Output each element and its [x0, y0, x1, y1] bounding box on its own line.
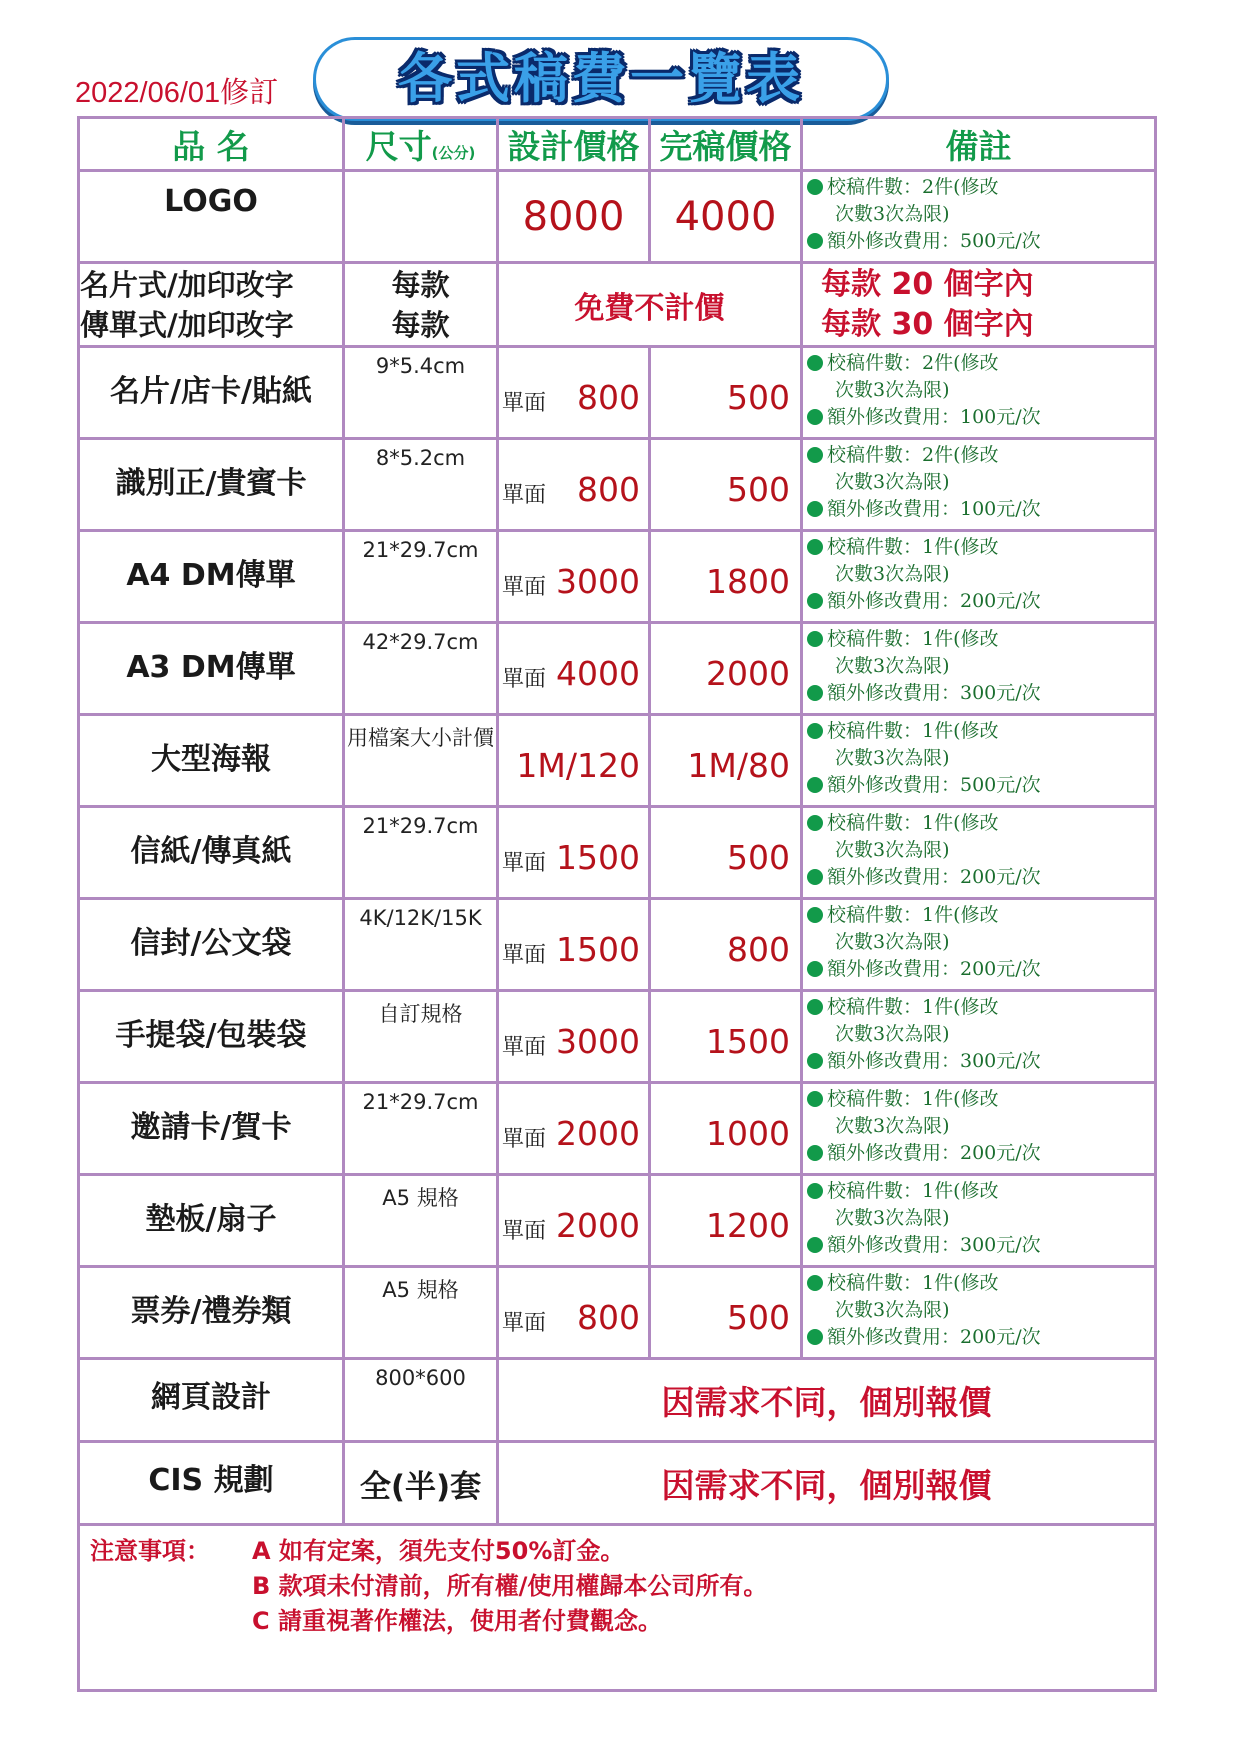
design-price-cell	[498, 623, 650, 715]
design-price: 800	[577, 378, 640, 417]
bullet-icon	[807, 961, 823, 977]
bullet-icon	[807, 447, 823, 463]
table-row	[79, 1267, 1156, 1359]
page-title: 各式稿費一覽表	[398, 47, 804, 110]
item-size	[344, 171, 498, 263]
side-label: 單面	[502, 575, 547, 600]
design-price: 8000	[498, 171, 650, 263]
table-row	[79, 1175, 1156, 1267]
item-note: 校稿件數：1件(修改 次數3次為限) 額外修改費用：300元/次	[802, 623, 1156, 715]
item-name: 邀請卡/賀卡	[79, 1083, 344, 1175]
item-name: 大型海報	[79, 715, 344, 807]
item-name: A3 DM傳單	[79, 623, 344, 715]
bullet-icon	[807, 999, 823, 1015]
header-final-price: 完稿價格	[650, 118, 802, 171]
notes-section	[79, 1525, 1156, 1691]
table-row	[79, 715, 1156, 807]
final-price: 4000	[650, 171, 802, 263]
item-size: 21*29.7cm	[344, 531, 498, 623]
bullet-icon	[807, 869, 823, 885]
item-name: LOGO	[79, 171, 344, 263]
item-size: 9*5.4cm	[344, 347, 498, 439]
item-note: 每款 20 個字內 每款 30 個字內	[802, 263, 1156, 347]
item-name: 墊板/扇子	[79, 1175, 344, 1267]
design-price: 4000	[556, 654, 640, 693]
bullet-icon	[807, 1237, 823, 1253]
quote-label: 因需求不同，個別報價	[498, 1442, 1156, 1525]
design-price-cell	[498, 347, 650, 439]
table-row	[79, 807, 1156, 899]
table-row	[79, 623, 1156, 715]
final-price: 500	[650, 807, 802, 899]
bullet-icon	[807, 1329, 823, 1345]
side-label: 單面	[502, 1311, 547, 1336]
free-label: 免費不計價	[498, 263, 802, 347]
bullet-icon	[807, 179, 823, 195]
bullet-icon	[807, 593, 823, 609]
item-size: 全(半)套	[344, 1442, 498, 1525]
table-row	[79, 347, 1156, 439]
design-price-cell	[498, 1267, 650, 1359]
side-label: 單面	[502, 851, 547, 876]
side-label: 單面	[502, 943, 547, 968]
design-price-cell	[498, 531, 650, 623]
table-row	[79, 1442, 1156, 1525]
note-a: A 如有定案，須先支付50%訂金。	[252, 1537, 625, 1565]
table-row	[79, 1359, 1156, 1442]
design-price: 800	[577, 1298, 640, 1337]
bullet-icon	[807, 631, 823, 647]
design-price: 3000	[556, 562, 640, 601]
revision-date: 2022/06/01修訂	[75, 77, 279, 109]
item-note: 校稿件數：1件(修改 次數3次為限) 額外修改費用：500元/次	[802, 715, 1156, 807]
item-name: 手提袋/包裝袋	[79, 991, 344, 1083]
note-c: C 請重視著作權法，使用者付費觀念。	[252, 1607, 662, 1635]
header-note: 備註	[802, 118, 1156, 171]
item-note: 校稿件數：2件(修改 次數3次為限) 額外修改費用：100元/次	[802, 439, 1156, 531]
bullet-icon	[807, 355, 823, 371]
final-price: 500	[650, 1267, 802, 1359]
item-size: 4K/12K/15K	[344, 899, 498, 991]
bullet-icon	[807, 907, 823, 923]
table-row	[79, 1083, 1156, 1175]
bullet-icon	[807, 815, 823, 831]
item-note: 校稿件數：1件(修改 次數3次為限) 額外修改費用：300元/次	[802, 991, 1156, 1083]
item-name: CIS 規劃	[79, 1442, 344, 1525]
bullet-icon	[807, 1183, 823, 1199]
design-price: 800	[577, 470, 640, 509]
item-name: A4 DM傳單	[79, 531, 344, 623]
notes-row	[79, 1525, 1156, 1691]
final-price: 1000	[650, 1083, 802, 1175]
design-price: 1M/120	[516, 746, 640, 785]
header-design-price: 設計價格	[498, 118, 650, 171]
item-name: 名片式/加印改字 傳單式/加印改字	[79, 263, 344, 347]
final-price: 800	[650, 899, 802, 991]
design-price-cell	[498, 715, 650, 807]
final-price: 500	[650, 439, 802, 531]
item-size: A5 規格	[344, 1175, 498, 1267]
bullet-icon	[807, 1091, 823, 1107]
title-banner	[316, 40, 886, 118]
side-label: 單面	[502, 483, 547, 508]
design-price-cell	[498, 1175, 650, 1267]
final-price: 1M/80	[650, 715, 802, 807]
design-price: 2000	[556, 1206, 640, 1245]
design-price: 3000	[556, 1022, 640, 1061]
item-size: 21*29.7cm	[344, 807, 498, 899]
notes-label: 注意事項：	[90, 1537, 210, 1565]
bullet-icon	[807, 1275, 823, 1291]
bullet-icon	[807, 723, 823, 739]
design-price: 1500	[556, 930, 640, 969]
final-price: 1500	[650, 991, 802, 1083]
design-price-cell	[498, 899, 650, 991]
item-note: 校稿件數：2件(修改 次數3次為限) 額外修改費用：500元/次	[802, 171, 1156, 263]
item-name: 網頁設計	[79, 1359, 344, 1442]
item-name: 票券/禮券類	[79, 1267, 344, 1359]
item-size: 自訂規格	[344, 991, 498, 1083]
item-note: 校稿件數：1件(修改 次數3次為限) 額外修改費用：200元/次	[802, 807, 1156, 899]
design-price: 2000	[556, 1114, 640, 1153]
item-size: 42*29.7cm	[344, 623, 498, 715]
table-row	[79, 439, 1156, 531]
item-note: 校稿件數：1件(修改 次數3次為限) 額外修改費用：200元/次	[802, 1083, 1156, 1175]
bullet-icon	[807, 1145, 823, 1161]
bullet-icon	[807, 501, 823, 517]
side-label: 單面	[502, 1035, 547, 1060]
bullet-icon	[807, 539, 823, 555]
design-price-cell	[498, 807, 650, 899]
final-price: 1800	[650, 531, 802, 623]
design-price: 1500	[556, 838, 640, 877]
header-name: 品 名	[79, 118, 344, 171]
item-note: 校稿件數：1件(修改 次數3次為限) 額外修改費用：200元/次	[802, 899, 1156, 991]
final-price: 500	[650, 347, 802, 439]
quote-label: 因需求不同，個別報價	[498, 1359, 1156, 1442]
bullet-icon	[807, 1053, 823, 1069]
side-label: 單面	[502, 1127, 547, 1152]
side-label: 單面	[502, 391, 547, 416]
item-note: 校稿件數：1件(修改 次數3次為限) 額外修改費用：200元/次	[802, 531, 1156, 623]
final-price: 2000	[650, 623, 802, 715]
item-name: 名片/店卡/貼紙	[79, 347, 344, 439]
item-name: 信封/公文袋	[79, 899, 344, 991]
side-label: 單面	[502, 667, 547, 692]
design-price-cell	[498, 439, 650, 531]
item-note: 校稿件數：1件(修改 次數3次為限) 額外修改費用：300元/次	[802, 1175, 1156, 1267]
table-row	[79, 899, 1156, 991]
final-price: 1200	[650, 1175, 802, 1267]
table-row	[79, 531, 1156, 623]
item-size: 21*29.7cm	[344, 1083, 498, 1175]
design-price-cell	[498, 991, 650, 1083]
bullet-icon	[807, 777, 823, 793]
item-size: 800*600	[344, 1359, 498, 1442]
bullet-icon	[807, 233, 823, 249]
bullet-icon	[807, 685, 823, 701]
item-note: 校稿件數：2件(修改 次數3次為限) 額外修改費用：100元/次	[802, 347, 1156, 439]
item-size: 用檔案大小計價	[344, 715, 498, 807]
design-price-cell	[498, 1083, 650, 1175]
table-row	[79, 263, 1156, 347]
item-size: 每款 每款	[344, 263, 498, 347]
header-row	[79, 118, 1156, 171]
item-note: 校稿件數：1件(修改 次數3次為限) 額外修改費用：200元/次	[802, 1267, 1156, 1359]
table-row	[79, 171, 1156, 263]
header-size: 尺寸(公分)	[344, 118, 498, 171]
bullet-icon	[807, 409, 823, 425]
note-b: B 款項未付清前，所有權/使用權歸本公司所有。	[252, 1572, 768, 1600]
item-size: 8*5.2cm	[344, 439, 498, 531]
item-name: 識別正/貴賓卡	[79, 439, 344, 531]
table-row	[79, 991, 1156, 1083]
price-table	[77, 116, 1157, 1692]
item-size: A5 規格	[344, 1267, 498, 1359]
side-label: 單面	[502, 1219, 547, 1244]
item-name: 信紙/傳真紙	[79, 807, 344, 899]
